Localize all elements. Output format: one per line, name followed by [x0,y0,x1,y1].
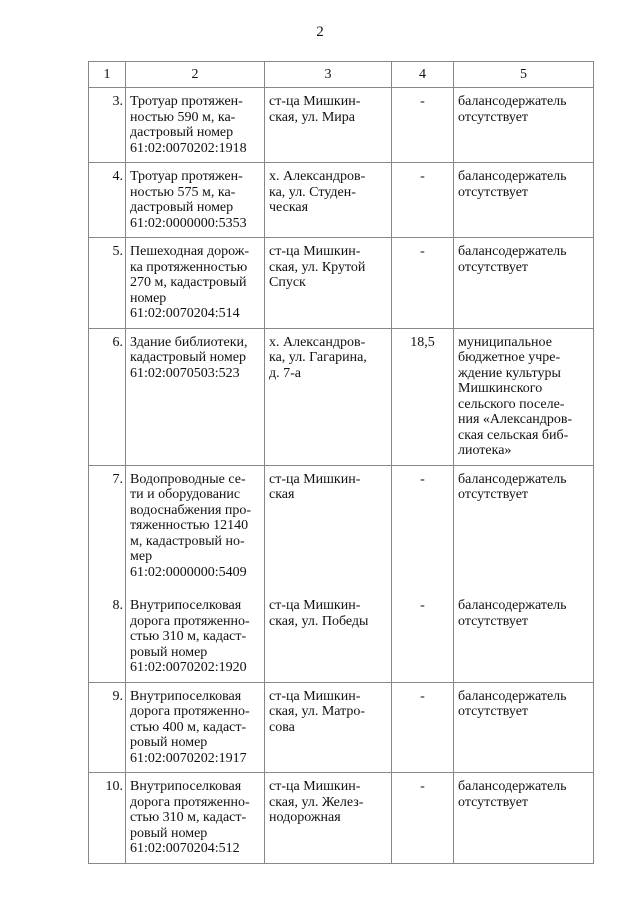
table-body [89,88,594,864]
address-line: ст-ца Мишкин- [269,598,361,613]
address-line: ческая [269,200,309,215]
holder-cell [454,328,594,465]
address-line: ст-ца Мишкин- [269,94,361,109]
address-line: д. 7-а [269,365,301,381]
address-line: ст-ца Мишкин- [269,471,361,487]
table-header-row [89,62,594,88]
object-name-cell [126,588,265,682]
address-line: х. Александров- [269,169,366,184]
address-line: Спуск [269,275,306,290]
name-line: ностью 590 м, ка- [130,109,236,125]
name-line: 270 м, кадастровый [130,275,247,290]
area-cell: - [392,163,454,238]
table-row [89,88,594,163]
table-row [89,588,594,682]
holder-line: ждение культуры [458,365,561,381]
holder-line: ская сельская биб- [458,427,569,443]
name-line: ка протяженностью [130,259,248,275]
name-line: Водопроводные се- [130,471,246,487]
name-line: мер [130,549,153,564]
table-row [89,773,594,864]
address-line: ская, ул. Крутой [269,259,366,275]
name-line: Внутрипоселковая [130,688,242,704]
address-line: ка, ул. Студен- [269,184,356,200]
name-line: ти и оборудованис [130,487,241,502]
holder-line: отсутствует [458,794,529,810]
address-cell [265,328,392,465]
holder-line: отсутствует [458,109,529,125]
table-row [89,465,594,588]
row-number: 3. [89,88,126,163]
name-line: стью 310 м, кадаст- [130,810,247,825]
address-line: ка, ул. Гагарина, [269,350,367,365]
object-name-cell [126,773,265,864]
holder-line: балансодержатель [458,779,567,794]
holder-cell [454,238,594,329]
name-line: 61:02:0070503:523 [130,365,240,381]
object-name-cell [126,465,265,588]
address-line: ская, ул. Мира [269,109,355,125]
column-header-1: 1 [89,62,126,88]
name-line: дорога протяженно- [130,794,250,810]
address-line: ская, ул. Матро- [269,704,366,719]
area-cell: 18,5 [392,328,454,465]
row-number: 4. [89,163,126,238]
name-line: стью 400 м, кадаст- [130,719,247,735]
name-line: 61:02:0070202:1918 [130,140,247,156]
area-cell: - [392,238,454,329]
holder-line: отсутствует [458,259,529,275]
address-line: ская, ул. Победы [269,613,369,629]
address-cell [265,773,392,864]
holder-line: балансодержатель [458,688,567,704]
object-name-cell [126,238,265,329]
address-cell [265,238,392,329]
address-cell [265,465,392,588]
name-line: Здание библиотеки, [130,334,248,350]
holder-cell [454,88,594,163]
holder-cell [454,682,594,773]
page-number: 2 [316,24,324,40]
holder-cell [454,465,594,588]
area-cell: - [392,773,454,864]
name-line: кадастровый номер [130,350,246,365]
name-line: Внутрипоселковая [130,598,242,613]
holder-line: муниципальное [458,334,552,350]
holder-cell [454,773,594,864]
row-number: 6. [89,328,126,465]
row-number: 7. [89,465,126,588]
holder-line: отсутствует [458,613,529,629]
address-line: нодорожная [269,810,341,825]
holder-line: ния «Александров- [458,412,573,427]
name-line: 61:02:0070202:1917 [130,750,247,766]
name-line: дастровый номер [130,200,234,215]
name-line: ностью 575 м, ка- [130,184,236,200]
name-line: 61:02:0000000:5353 [130,215,247,231]
address-line: ст-ца Мишкин- [269,688,361,704]
name-line: 61:02:0070204:512 [130,841,240,856]
property-table [88,61,594,864]
name-line: 61:02:0070204:514 [130,306,240,321]
holder-line: Мишкинского [458,381,543,396]
object-name-cell [126,682,265,773]
holder-line: балансодержатель [458,471,567,487]
table-row [89,328,594,465]
address-line: х. Александров- [269,334,366,350]
area-cell: - [392,588,454,682]
address-cell [265,682,392,773]
name-line: номер [130,290,167,306]
column-header-2: 2 [126,62,265,88]
column-header-5: 5 [454,62,594,88]
holder-cell [454,588,594,682]
holder-line: бюджетное учре- [458,350,561,365]
table-row [89,163,594,238]
address-cell [265,163,392,238]
name-line: водоснабжения про- [130,502,252,518]
row-number: 10. [89,773,126,864]
holder-line: балансодержатель [458,169,567,184]
address-line: ст-ца Мишкин- [269,244,361,259]
holder-line: лиотека» [458,443,512,458]
holder-line: сельского поселе- [458,396,565,412]
name-line: ровый номер [130,735,208,750]
holder-line: отсутствует [458,184,529,200]
address-line: ская [269,487,295,502]
address-cell [265,588,392,682]
area-cell: - [392,465,454,588]
name-line: 61:02:0070202:1920 [130,660,247,675]
name-line: тяженностью 12140 [130,518,249,533]
holder-line: балансодержатель [458,598,567,613]
holder-line: балансодержатель [458,94,567,109]
address-line: сова [269,719,295,735]
name-line: м, кадастровый но- [130,533,245,549]
holder-line: балансодержатель [458,244,567,259]
object-name-cell [126,88,265,163]
name-line: дастровый номер [130,125,234,140]
address-line: ская, ул. Желез- [269,794,364,810]
column-header-4: 4 [392,62,454,88]
name-line: ровый номер [130,825,208,841]
name-line: стью 310 м, кадаст- [130,629,247,644]
name-line: Тротуар протяжен- [130,169,243,184]
area-cell: - [392,682,454,773]
row-number: 9. [89,682,126,773]
name-line: 61:02:0000000:5409 [130,564,247,580]
object-name-cell [126,163,265,238]
name-line: Пешеходная дорож- [130,244,250,259]
name-line: Тротуар протяжен- [130,94,243,109]
name-line: ровый номер [130,644,208,660]
row-number: 8. [89,588,126,682]
row-number: 5. [89,238,126,329]
address-line: ст-ца Мишкин- [269,779,361,794]
holder-line: отсутствует [458,487,529,502]
object-name-cell [126,328,265,465]
table-row [89,682,594,773]
name-line: Внутрипоселковая [130,779,242,794]
name-line: дорога протяженно- [130,613,250,629]
address-cell [265,88,392,163]
holder-line: отсутствует [458,704,529,719]
area-cell: - [392,88,454,163]
column-header-3: 3 [265,62,392,88]
name-line: дорога протяженно- [130,704,250,719]
holder-cell [454,163,594,238]
table-row [89,238,594,329]
